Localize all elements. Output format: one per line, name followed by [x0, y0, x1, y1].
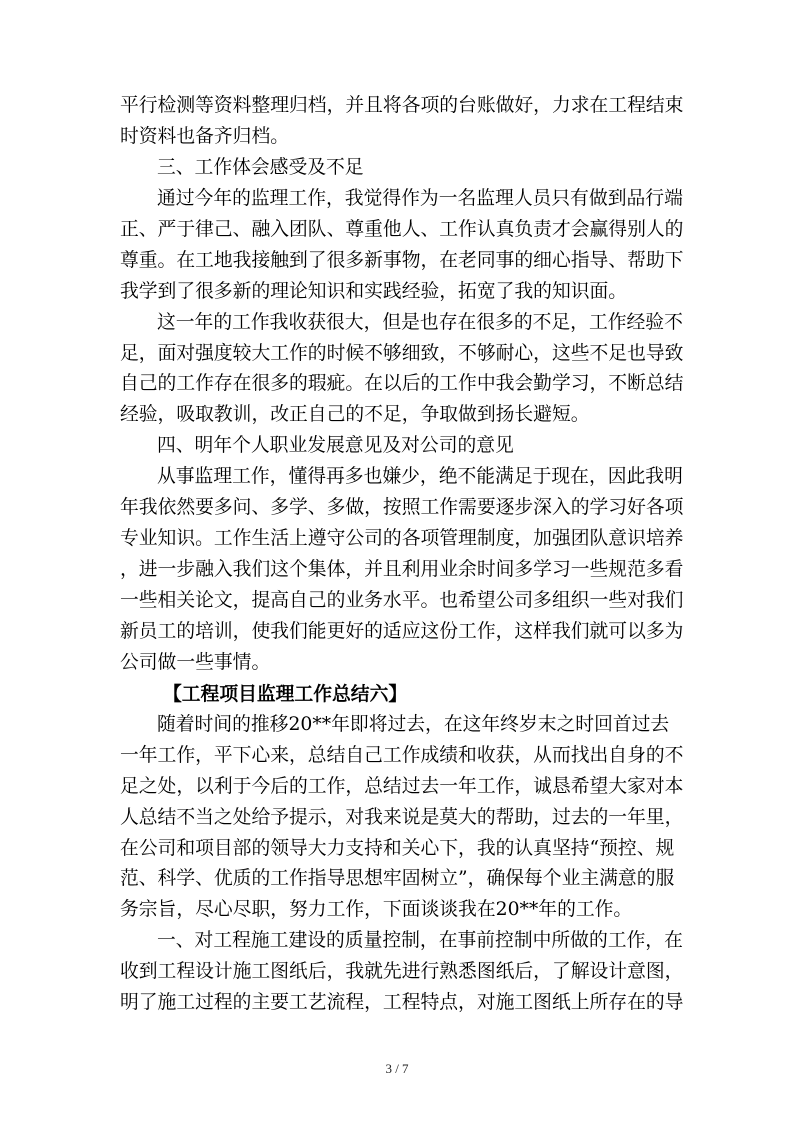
paragraph-line: 尊重。在工地我接触到了很多新事物，在老同事的细心指导、帮助下 [120, 249, 684, 271]
paragraph-line: 人总结不当之处给予提示，对我来说是莫大的帮助，过去的一年里， [120, 806, 684, 828]
paragraph-line: 收到工程设计施工图纸后，我就先进行熟悉图纸后，了解设计意图， [120, 961, 684, 983]
paragraph-line: 足之处，以利于今后的工作，总结过去一年工作，诚恳希望大家对本 [120, 775, 684, 797]
section-heading: 三、工作体会感受及不足 [157, 156, 364, 178]
paragraph-line: 一些相关论文，提高自己的业务水平。也希望公司多组织一些对我们 [120, 590, 684, 611]
paragraph-line: 年我依然要多问、多学、多做，按照工作需要逐步深入的学习好各项 [120, 497, 684, 519]
paragraph-line: 从事监理工作，懂得再多也嫌少，绝不能满足于现在，因此我明 [157, 466, 683, 488]
paragraph-line: 公司做一些事情。 [120, 651, 271, 673]
paragraph-line: 这一年的工作我收获很大，但是也存在很多的不足，工作经验不 [157, 311, 683, 333]
document-body [120, 91, 684, 1019]
section-heading: 四、明年个人职业发展意见及对公司的意见 [157, 435, 514, 457]
paragraph-line: 范、科学、优质的工作指导思想牢固树立”，确保每个业主满意的服 [120, 868, 675, 890]
paragraph-line: 务宗旨，尽心尽职，努力工作，下面谈谈我在20**年的工作。 [120, 899, 633, 921]
article-title: 【工程项目监理工作总结六】 [163, 682, 408, 705]
paragraph-line: 平行检测等资料整理归档，并且将各项的台账做好，力求在工程结束 [120, 95, 684, 116]
paragraph-line: 在公司和项目部的领导大力支持和关心下，我的认真坚持“预控、规 [120, 837, 675, 859]
paragraph-line: 时资料也备齐归档。 [120, 125, 290, 147]
paragraph-line: 一年工作，平下心来，总结自己工作成绩和收获，从而找出自身的不 [120, 744, 684, 766]
paragraph-line: 专业知识。工作生活上遵守公司的各项管理制度，加强团队意识培养 [120, 528, 684, 550]
paragraph-line: ，进一步融入我们这个集体，并且利用业余时间多学习一些规范多看 [120, 559, 684, 581]
paragraph-line: 一、对工程施工建设的质量控制，在事前控制中所做的工作，在 [157, 930, 683, 952]
paragraph-line: 自己的工作存在很多的瑕疵。在以后的工作中我会勤学习，不断总结 [120, 373, 684, 395]
paragraph-line: 通过今年的监理工作，我觉得作为一名监理人员只有做到品行端 [157, 187, 683, 209]
page-number: 3 / 7 [385, 1061, 409, 1076]
paragraph-line: 新员工的培训，使我们能更好的适应这份工作，这样我们就可以多为 [120, 620, 684, 642]
paragraph-line: 足，面对强度较大工作的时候不够细致，不够耐心，这些不足也导致 [120, 342, 684, 364]
paragraph-line: 我学到了很多新的理论知识和实践经验，拓宽了我的知识面。 [120, 280, 628, 302]
paragraph-line: 正、严于律己、融入团队、尊重他人、工作认真负责才会赢得别人的 [120, 218, 684, 240]
paragraph-line: 明了施工过程的主要工艺流程，工程特点，对施工图纸上所存在的导 [120, 992, 684, 1014]
paragraph-line: 随着时间的推移20**年即将过去，在这年终岁末之时回首过去 [157, 713, 670, 735]
paragraph-line: 经验，吸取教训，改正自己的不足，争取做到扬长避短。 [120, 404, 590, 426]
